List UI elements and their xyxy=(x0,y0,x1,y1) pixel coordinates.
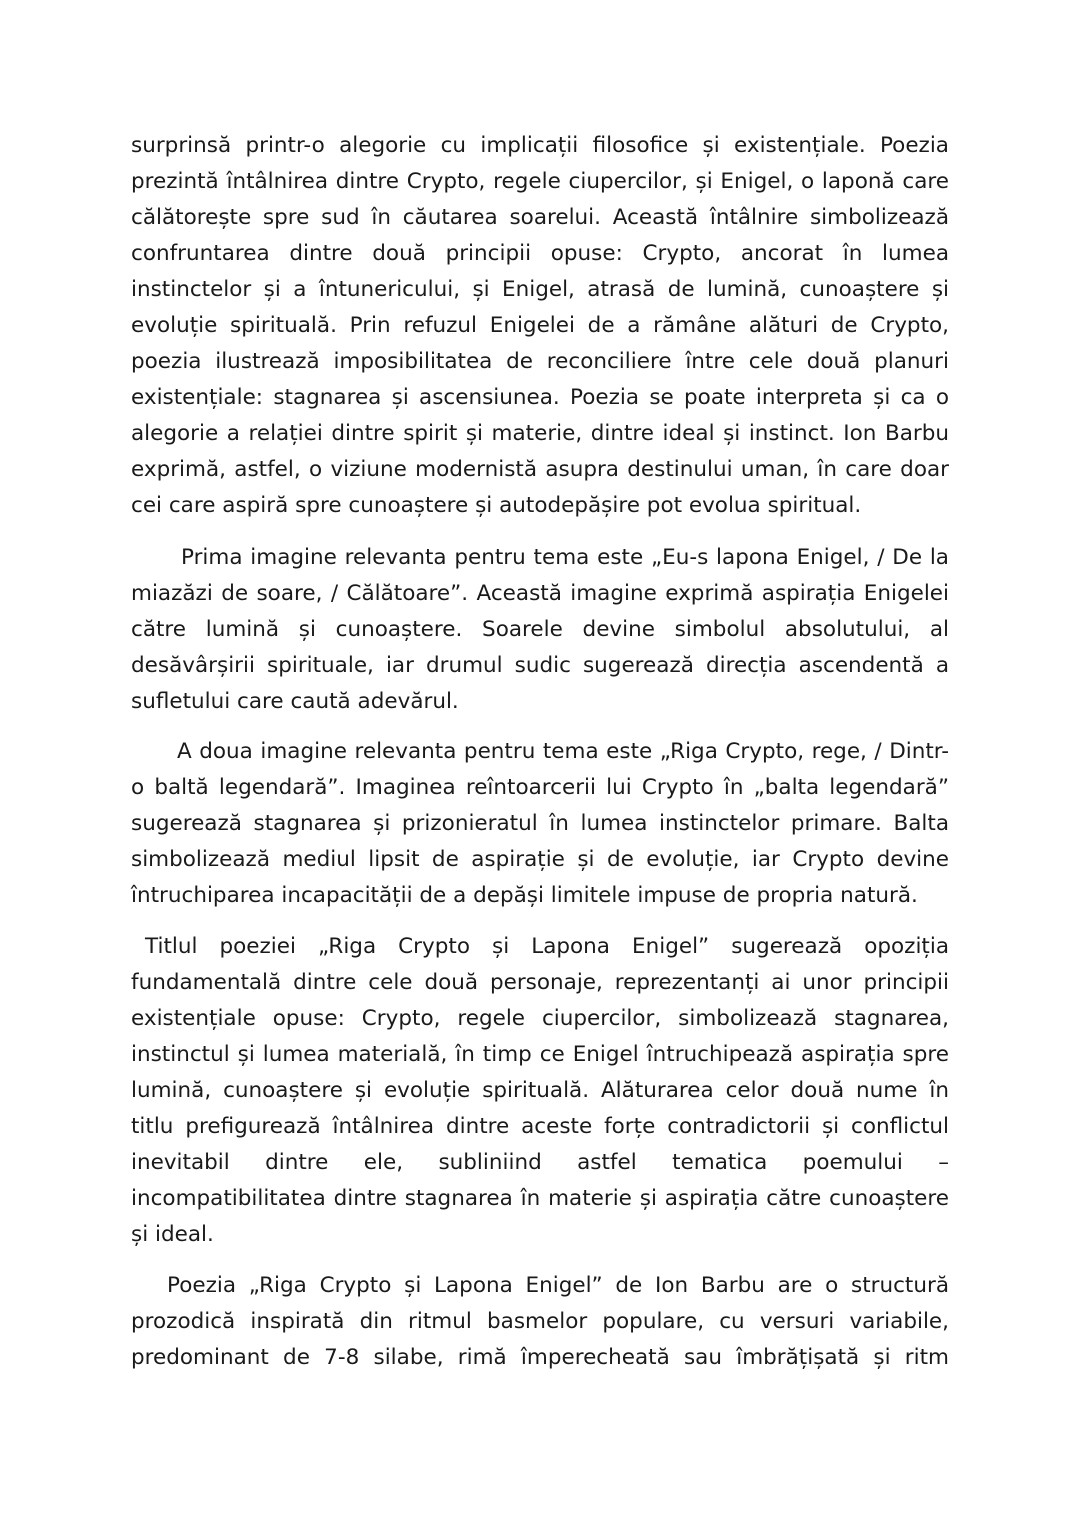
paragraph-prosody: Poezia „Riga Crypto și Lapona Enigel” de Ion Barbu are o structură prozodică inspirată din ritmul basmelor populare, cu versuri variabile, predominant de 7-8 silabe, rimă împerecheată sau îmbrățișată și ritm xyxy=(131,1273,949,1370)
paragraph-second-image: A doua imagine relevanta pentru tema este „Riga Crypto, rege, / Dintr-o baltă legendară”. Imaginea reîntoarcerii lui Crypto în „balta legendară” sugerează stagnarea și prizonieratul în lumea instinctelor primare. Balta simbolizează mediul lipsit de aspirație și de evoluție, iar Crypto devine întruchiparea incapacității de a depăși limitele impuse de propria natură. xyxy=(131,739,949,908)
paragraph-first-image: Prima imagine relevanta pentru tema este „Eu-s lapona Enigel, / De la miazăzi de soare, / Călătoare”. Această imagine exprimă aspirația Enigelei către lumină și cunoaștere. Soarele devine simbolul absolutului, al desăvârșirii spirituale, iar drumul sudic sugerează direcția ascendentă a sufletului care caută adevărul. xyxy=(131,545,949,714)
paragraph-title-analysis: Titlul poeziei „Riga Crypto și Lapona Enigel” sugerează opoziția fundamentală dintre cele două personaje, reprezentanți ai unor principii existențiale opuse: Crypto, regele ciupercilor, simbolizează stagnarea, instinctul și lumea materială, în timp ce Enigel întruchipează aspirația spre lumină, cunoaștere și evoluție spirituală. Alăturarea celor două nume în titlu prefigurează întâlnirea dintre aceste forțe contradictorii și conflictul inevitabil dintre ele, subliniind astfel tematica poemului – incompatibilitatea dintre stagnarea în materie și aspirația către cunoaștere și ideal. xyxy=(131,934,949,1247)
paragraph-intro-continuation: surprinsă printr-o alegorie cu implicații filosofice și existențiale. Poezia prezintă întâlnirea dintre Crypto, regele ciupercilor, și Enigel, o laponă care călătorește spre sud în căutarea soarelui. Această întâlnire simbolizează confruntarea dintre două principii opuse: Crypto, ancorat în lumea instinctelor și a întunericului, și Enigel, atrasă de lumină, cunoaștere și evoluție spirituală. Prin refuzul Enigelei de a rămâne alături de Crypto, poezia ilustrează imposibilitatea de reconciliere între cele două planuri existențiale: stagnarea și ascensiunea. Poezia se poate interpreta și ca o alegorie a relației dintre spirit și materie, dintre ideal și instinct. Ion Barbu exprimă, astfel, o viziune modernistă asupra destinului uman, în care doar cei care aspiră spre cunoaștere și autodepășire pot evolua spiritual. xyxy=(131,133,949,518)
